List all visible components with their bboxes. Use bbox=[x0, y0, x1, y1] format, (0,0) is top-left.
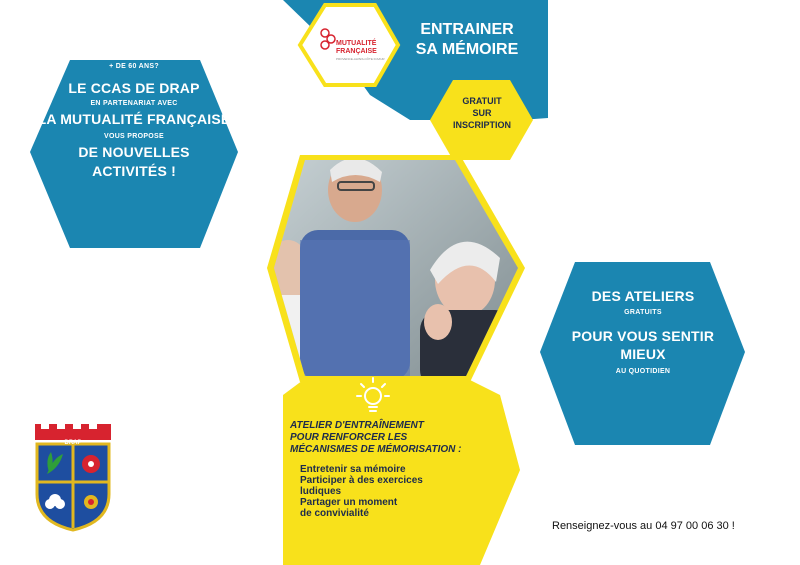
top-banner bbox=[392, 20, 542, 60]
age-label: + DE 60 ANS? bbox=[109, 63, 159, 70]
mutualite-line: LA MUTUALITÉ FRANÇAISE bbox=[37, 111, 231, 127]
sentir-line: POUR VOUS SENTIR bbox=[571, 328, 715, 344]
free-badge-line1: GRATUIT bbox=[462, 96, 502, 106]
workshop-item: Entretenir sa mémoire bbox=[300, 464, 406, 475]
free-badge-line2: SUR bbox=[472, 108, 492, 118]
right-hex-text bbox=[548, 288, 738, 375]
free-badge bbox=[450, 95, 514, 131]
top-banner-line2: SA MÉMOIRE bbox=[415, 41, 519, 58]
top-banner-line1: ENTRAINER bbox=[420, 21, 514, 38]
workshop-title3: MÉCANISMES DE MÉMORISATION : bbox=[290, 444, 462, 455]
activities-line1: DE NOUVELLES bbox=[78, 144, 190, 160]
workshop-item: ludiques bbox=[300, 486, 342, 497]
ateliers-line: DES ATELIERS bbox=[591, 288, 695, 304]
free-badge-line3: INSCRIPTION bbox=[452, 120, 511, 130]
mutualite-line2: FRANÇAISE bbox=[336, 48, 377, 55]
crest-label: DRAP bbox=[64, 440, 82, 446]
mieux-line: MIEUX bbox=[620, 346, 666, 362]
propose-line: VOUS PROPOSE bbox=[103, 133, 164, 140]
lightbulb-icon bbox=[356, 376, 390, 416]
activities-line2: ACTIVITÉS ! bbox=[92, 163, 176, 179]
workshop-title2: POUR RENFORCER LES bbox=[290, 432, 408, 443]
quotidien-line: AU QUOTIDIEN bbox=[615, 368, 671, 375]
drap-crest bbox=[33, 424, 113, 534]
mutualite-line1: MUTUALITÉ bbox=[336, 40, 377, 47]
workshop-item: Participer à des exercices bbox=[300, 475, 423, 486]
workshop-item: Partager un moment bbox=[300, 497, 398, 508]
contact-info: Renseignez-vous au 04 97 00 06 30 ! bbox=[552, 520, 735, 532]
workshop-title1: ATELIER D'ENTRAÎNEMENT bbox=[290, 420, 424, 431]
left-hex-text bbox=[34, 63, 234, 179]
ccas-line: LE CCAS DE DRAP bbox=[68, 80, 200, 96]
gratuits-line: GRATUITS bbox=[624, 309, 662, 316]
workshop-block bbox=[290, 420, 490, 519]
partner-line: EN PARTENARIAT AVEC bbox=[90, 100, 178, 107]
mutualite-tagline: PROVENCE-ALPES-CÔTE D'AZUR bbox=[336, 57, 385, 61]
workshop-item: de convivialité bbox=[300, 508, 369, 519]
mutualite-logo-icon bbox=[320, 28, 336, 50]
